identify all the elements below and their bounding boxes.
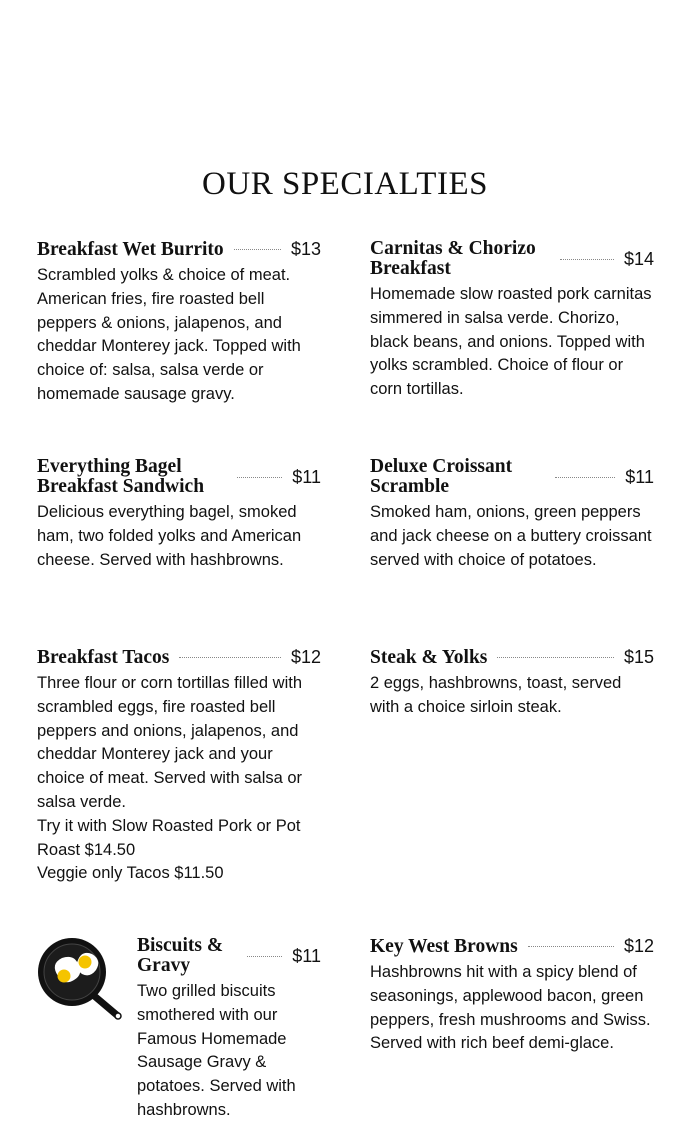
description-extra: Veggie only Tacos $11.50 xyxy=(37,864,224,883)
dot-leader xyxy=(560,259,614,260)
menu-item-steak-yolks xyxy=(370,647,654,720)
menu-item-key-west-browns xyxy=(370,936,654,1056)
item-header xyxy=(37,647,321,668)
dot-leader xyxy=(528,946,614,947)
menu-item-breakfast-wet-burrito xyxy=(37,239,321,407)
item-description xyxy=(370,961,654,1056)
dot-leader xyxy=(234,249,281,250)
item-name: Biscuits & Gravy xyxy=(137,935,224,976)
item-name: Everything Bagel Breakfast Sandwich xyxy=(37,456,205,497)
item-header xyxy=(37,457,321,497)
item-price: $14 xyxy=(623,248,654,269)
item-price: $12 xyxy=(290,647,321,667)
menu-item-deluxe-croissant xyxy=(370,457,654,572)
description-text: 2 eggs, hashbrowns, toast, served with a choice sirloin steak. xyxy=(370,674,622,716)
fried-eggs-pan-icon xyxy=(36,936,124,1024)
description-text: Scrambled yolks & choice of meat. American fries, fire roasted bell peppers & onions, jalapenos, and cheddar Monterey jack. Topped with choice of: salsa, salsa verde or homemade sausage gravy. xyxy=(37,266,301,403)
item-name: Key West Browns xyxy=(370,935,518,957)
menu-item-biscuits-gravy xyxy=(137,936,321,1123)
description-text: Smoked ham, onions, green peppers and jack cheese on a buttery croissant served with choice of potatoes. xyxy=(370,503,652,569)
section-title: OUR SPECIALTIES xyxy=(202,166,488,202)
item-header xyxy=(370,457,654,497)
item-description xyxy=(37,264,321,407)
description-text: Three flour or corn tortillas filled with scrambled eggs, fire roasted bell peppers and onions, jalapenos, and cheddar Monterey jack and your choice of meat. Served with salsa or salsa verde. xyxy=(37,674,303,811)
menu-item-everything-bagel xyxy=(37,457,321,572)
item-description xyxy=(137,980,321,1123)
item-description xyxy=(370,501,654,572)
description-text: Delicious everything bagel, smoked ham, two folded yolks and American cheese. Served with hashbrowns. xyxy=(37,503,302,569)
dot-leader xyxy=(179,657,281,658)
item-name: Steak & Yolks xyxy=(370,646,488,668)
item-name: Breakfast Tacos xyxy=(37,646,170,668)
dot-leader xyxy=(237,477,282,478)
item-name: Carnitas & Chorizo Breakfast xyxy=(370,238,536,279)
menu-item-breakfast-tacos xyxy=(37,647,321,886)
dot-leader xyxy=(497,657,614,658)
description-text: Two grilled biscuits smothered with our Famous Homemade Sausage Gravy & potatoes. Served with hashbrowns. xyxy=(137,982,296,1119)
item-description xyxy=(370,672,654,720)
item-name: Breakfast Wet Burrito xyxy=(37,238,224,260)
dot-leader xyxy=(247,956,282,957)
item-header xyxy=(370,239,654,279)
item-header xyxy=(370,936,654,957)
item-description xyxy=(37,501,321,572)
item-header xyxy=(37,239,321,260)
description-text: Homemade slow roasted pork carnitas simmered in salsa verde. Chorizo, black beans, and onions. Topped with yolks scrambled. Choice of flour or corn tortillas. xyxy=(370,285,652,399)
description-text: Hashbrowns hit with a spicy blend of seasonings, applewood bacon, green peppers, fresh mushrooms and Swiss. Served with rich beef demi-glace. xyxy=(370,963,651,1053)
item-name: Deluxe Croissant Scramble xyxy=(370,456,513,497)
item-price: $13 xyxy=(290,239,321,259)
dot-leader xyxy=(555,477,615,478)
item-header xyxy=(137,936,321,976)
item-header xyxy=(370,647,654,668)
item-price: $11 xyxy=(292,466,321,487)
item-description xyxy=(37,672,321,886)
menu-item-carnitas-chorizo xyxy=(370,239,654,402)
item-price: $15 xyxy=(623,647,654,667)
description-extra: Try it with Slow Roasted Pork or Pot Roast $14.50 xyxy=(37,816,301,859)
item-price: $12 xyxy=(623,936,654,956)
item-price: $11 xyxy=(292,945,321,966)
item-price: $11 xyxy=(625,466,654,487)
item-description xyxy=(370,283,654,402)
